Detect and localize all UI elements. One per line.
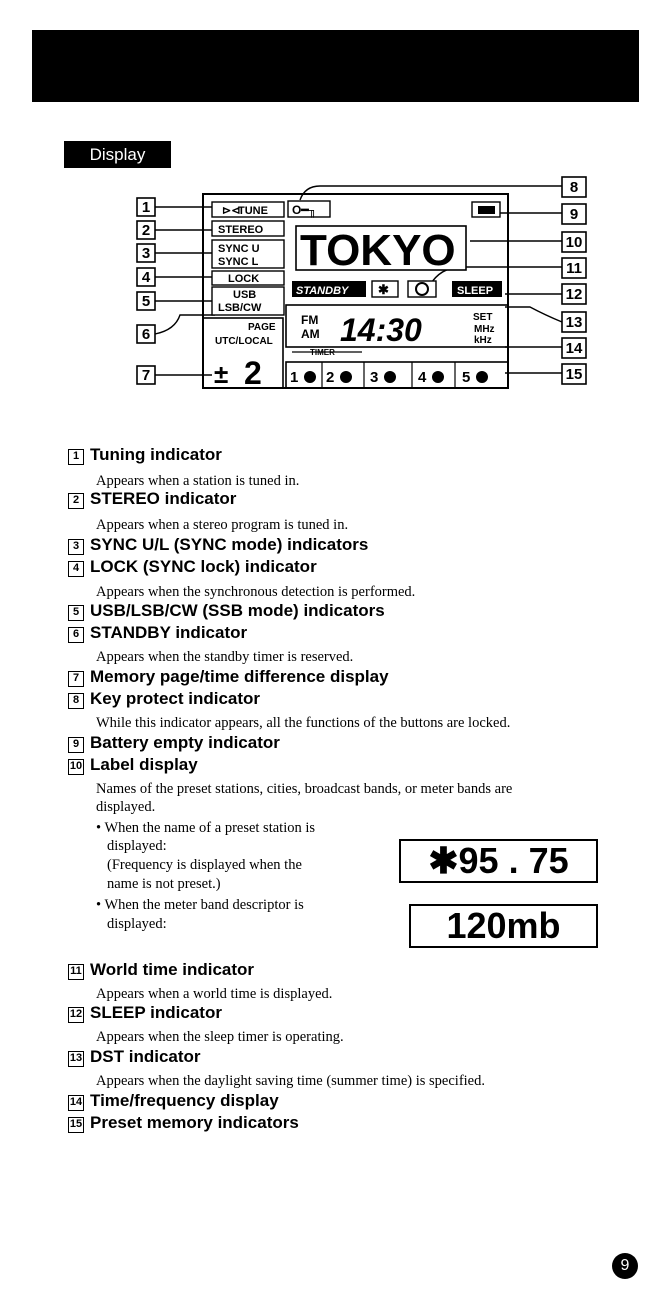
callout-12 <box>562 284 586 304</box>
bullet-1b: displayed: <box>107 838 167 854</box>
sleep-label: SLEEP <box>457 285 494 297</box>
svg-text:10: 10 <box>565 234 583 251</box>
callout-6 <box>137 325 155 343</box>
item-8: 8 Key protect indicator <box>68 689 260 709</box>
svg-text:1: 1 <box>290 369 299 386</box>
bullet-1a: • When the name of a preset station is <box>96 820 316 836</box>
battery-icon <box>478 206 495 214</box>
preset-1 <box>290 369 316 386</box>
khz-label: kHz <box>474 335 492 346</box>
desc-8: While this indicator appears, all the functions of the buttons are locked. <box>96 715 511 731</box>
bullet-2a: • When the meter band descriptor is <box>96 897 304 913</box>
svg-text:9: 9 <box>569 206 579 223</box>
usb-label: USB <box>233 289 257 301</box>
callout-15 <box>562 364 586 384</box>
svg-text:14: 14 <box>565 340 583 357</box>
item-2: 2 STEREO indicator <box>68 489 236 509</box>
bullet-1c: (Frequency is displayed when the <box>107 857 302 873</box>
item-6: 6 STANDBY indicator <box>68 623 247 643</box>
label-text: TOKYO <box>300 226 456 275</box>
lcd-diagram-svg <box>0 0 669 420</box>
meter-band-sample-display: 120mb <box>409 904 598 948</box>
pm-sign: ± <box>214 359 229 389</box>
utc-local-label: UTC/LOCAL <box>215 336 273 347</box>
callout-11 <box>562 258 586 278</box>
callout-2 <box>137 221 155 239</box>
svg-text:⊳⊲: ⊳⊲ <box>222 205 241 217</box>
callout-7 <box>137 366 155 384</box>
lsb-cw-label: LSB/CW <box>218 302 262 314</box>
item-11: 11 World time indicator <box>68 960 254 980</box>
callout-14 <box>562 338 586 358</box>
callout-5 <box>137 292 155 310</box>
item-7: 7 Memory page/time difference display <box>68 667 389 687</box>
preset-5 <box>462 369 488 386</box>
desc-12: Appears when the sleep timer is operating. <box>96 1029 344 1045</box>
item-14: 14 Time/frequency display <box>69 1091 279 1110</box>
callout-3 <box>137 244 155 262</box>
svg-text:1: 1 <box>141 199 151 216</box>
page-digit: 2 <box>244 355 262 391</box>
page-label: PAGE <box>248 322 276 333</box>
callout-8 <box>562 177 586 197</box>
item-9: 9 Battery empty indicator <box>68 733 280 753</box>
timer-label: TIMER <box>310 348 335 357</box>
sync-u-label: SYNC U <box>218 243 260 255</box>
svg-text:11: 11 <box>566 260 582 277</box>
fm-label: FM <box>301 313 319 327</box>
item-5: 5 USB/LSB/CW (SSB mode) indicators <box>68 601 385 621</box>
callout-9 <box>562 204 586 224</box>
svg-text:6: 6 <box>141 326 151 343</box>
svg-text:4: 4 <box>418 369 427 386</box>
svg-text:8: 8 <box>569 179 579 196</box>
callout-13 <box>562 312 586 332</box>
desc-6: Appears when the standby timer is reserved. <box>96 649 354 665</box>
preset-3 <box>370 369 396 386</box>
svg-text:7: 7 <box>141 367 151 384</box>
desc-2: Appears when a stereo program is tuned in. <box>96 517 349 533</box>
desc-13: Appears when the daylight saving time (summer time) is specified. <box>96 1073 485 1089</box>
svg-text:5: 5 <box>462 369 471 386</box>
desc-4: Appears when the synchronous detection is performed. <box>96 584 416 600</box>
svg-text:13: 13 <box>565 314 583 331</box>
mhz-label: MHz <box>474 324 495 335</box>
am-label: AM <box>301 327 320 341</box>
frequency-sample-display: ✱95 . 75 <box>399 839 598 883</box>
desc-1: Appears when a station is tuned in. <box>96 473 300 489</box>
time-text: 14:30 <box>340 312 422 348</box>
item-13: 13 DST indicator <box>69 1047 201 1066</box>
page-number: 9 <box>612 1253 638 1279</box>
lcd-diagram <box>0 0 669 420</box>
svg-text:15: 15 <box>565 366 583 383</box>
svg-text:5: 5 <box>141 293 151 310</box>
svg-text:3: 3 <box>141 245 151 262</box>
item-1: 1 Tuning indicator <box>68 445 222 465</box>
desc-10a: Names of the preset stations, cities, broadcast bands, or meter bands are <box>96 781 513 797</box>
desc-10b: displayed. <box>96 799 156 815</box>
preset-memory-indicators <box>286 362 508 388</box>
sync-l-label: SYNC L <box>218 256 259 268</box>
svg-text:12: 12 <box>565 286 583 303</box>
stereo-label: STEREO <box>218 224 264 236</box>
tune-label: TUNE <box>238 205 268 217</box>
item-12: 12 SLEEP indicator <box>69 1003 222 1022</box>
svg-text:2: 2 <box>326 369 335 386</box>
preset-4 <box>418 369 444 386</box>
callout-4 <box>137 268 155 286</box>
section-tag: Display <box>64 141 171 168</box>
bullet-1d: name is not preset.) <box>107 876 221 892</box>
item-3: 3 SYNC U/L (SYNC mode) indicators <box>68 535 368 555</box>
standby-label: STANDBY <box>296 285 349 297</box>
item-15: 15 Preset memory indicators <box>69 1113 299 1132</box>
item-10: 10 Label display <box>69 755 198 774</box>
desc-11: Appears when a world time is displayed. <box>96 986 333 1002</box>
svg-text:3: 3 <box>370 369 379 386</box>
callout-10 <box>562 232 586 252</box>
key-icon: O━╖ <box>292 203 318 217</box>
callout-1 <box>137 198 155 216</box>
bullet-2b: displayed: <box>107 916 167 932</box>
svg-text:2: 2 <box>141 222 151 239</box>
svg-text:4: 4 <box>141 269 151 286</box>
preset-2 <box>326 369 352 386</box>
set-label: SET <box>473 312 493 323</box>
dst-icon: ✱ <box>378 282 389 297</box>
item-4: 4 LOCK (SYNC lock) indicator <box>68 557 317 577</box>
lock-label: LOCK <box>228 273 260 285</box>
